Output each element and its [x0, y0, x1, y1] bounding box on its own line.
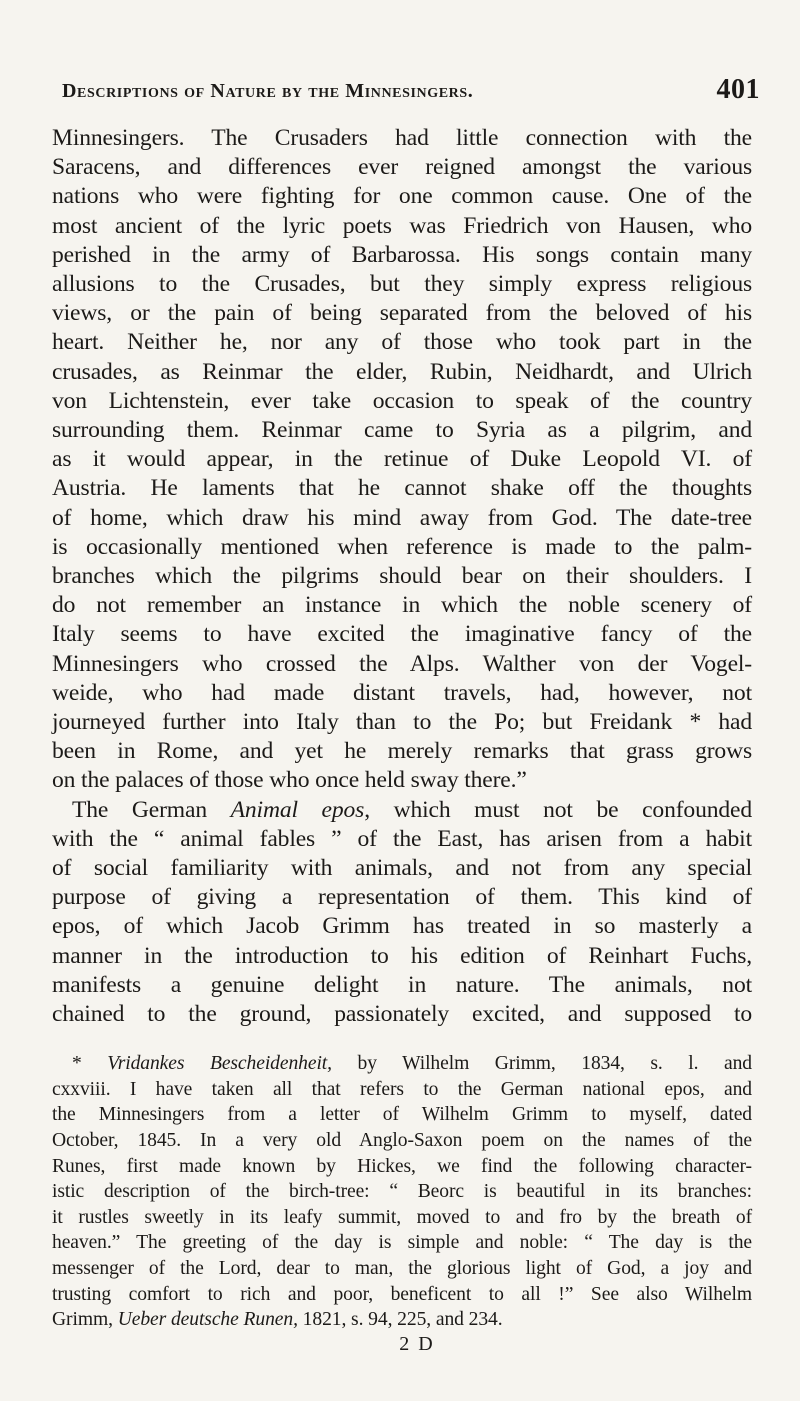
text-line: von Lichtenstein, ever take occasion to speak of the country	[52, 387, 752, 414]
footnote-line: cxxviii. I have taken all that refers to the German national epos, and	[52, 1078, 752, 1100]
text-line: Italy seems to have excited the imaginative fancy of the	[52, 621, 752, 648]
page-number: 401	[716, 74, 760, 105]
footnote-line: October, 1845. In a very old Anglo-Saxon poem on the names of the	[52, 1130, 752, 1152]
text-line: views, or the pain of being separated from the beloved of his	[52, 300, 752, 327]
footnote-line: heaven.” The greeting of the day is simple and noble: “ The day is the	[52, 1232, 752, 1254]
footnote-line: trusting comfort to rich and poor, beneficent to all !” See also Wilhelm	[52, 1283, 752, 1305]
text-line: perished in the army of Barbarossa. His songs contain many	[52, 241, 752, 268]
text-run: by Wilhelm Grimm, 1834, s. l. and	[331, 1053, 753, 1075]
text-line: of home, which draw his mind away from God. The date-tree	[52, 504, 752, 531]
main-text	[52, 124, 752, 1029]
italic-title: Ueber deutsche Runen,	[117, 1309, 298, 1331]
text-line: surrounding them. Reinmar came to Syria as a pilgrim, and	[52, 417, 752, 444]
footnote-title: Vridankes Bescheidenheit,	[107, 1053, 332, 1075]
text-run: The German	[72, 796, 231, 823]
text-line: on the palaces of those who once held sway there.”	[52, 767, 527, 794]
text-line: been in Rome, and yet he merely remarks that grass grows	[52, 738, 752, 765]
text-run: , which must not be confounded	[364, 796, 752, 823]
footnote-line: messenger of the Lord, dear to man, the glorious light of God, a joy and	[52, 1258, 752, 1280]
text-line: journeyed further into Italy than to the Po; but Freidank * had	[52, 709, 752, 736]
text-line: Minnesingers who crossed the Alps. Walther von der Vogel-	[52, 650, 752, 677]
text-line: do not remember an instance in which the noble scenery of	[52, 592, 752, 619]
footnote-first-line	[52, 1051, 752, 1077]
text-line: of social familiarity with animals, and not from any special	[52, 855, 752, 882]
footnote-marker: *	[72, 1053, 108, 1075]
signature-mark: 2 D	[399, 1332, 435, 1355]
footnote-line: it rustles sweetly in its leafy summit, moved to and fro by the breath of	[52, 1206, 752, 1228]
footnote-line: istic description of the birch-tree: “ Beorc is beautiful in its branches:	[52, 1181, 752, 1203]
text-line: purpose of giving a representation of them. This kind of	[52, 884, 752, 911]
text-run: Grimm,	[52, 1309, 118, 1331]
book-page	[52, 74, 760, 1356]
text-line: as it would appear, in the retinue of Duke Leopold VI. of	[52, 446, 752, 473]
footnote-line: the Minnesingers from a letter of Wilhelm Grimm to myself, dated	[52, 1104, 752, 1126]
footnote-last-line	[52, 1307, 752, 1333]
paragraph-first-line	[52, 796, 752, 825]
running-title: Descriptions of Nature by the Minnesingers.	[62, 80, 474, 102]
text-line: is occasionally mentioned when reference is made to the palm-	[52, 533, 752, 560]
text-line: manner in the introduction to his edition of Reinhart Fuchs,	[52, 942, 752, 969]
text-run: 1821, s. 94, 225, and 234.	[297, 1309, 503, 1331]
text-line: most ancient of the lyric poets was Friedrich von Hausen, who	[52, 212, 752, 239]
text-line: Saracens, and differences ever reigned amongst the various	[52, 154, 752, 181]
text-line: Austria. He laments that he cannot shake off the thoughts	[52, 475, 752, 502]
text-line: nations who were fighting for one common cause. One of the	[52, 183, 752, 210]
text-line: weide, who had made distant travels, had, however, not	[52, 679, 752, 706]
text-line: Minnesingers. The Crusaders had little connection with the	[52, 125, 752, 151]
text-line: branches which the pilgrims should bear on their shoulders. I	[52, 563, 752, 590]
footnote	[52, 1051, 752, 1333]
text-line: epos, of which Jacob Grimm has treated in so masterly a	[52, 913, 752, 940]
text-line: allusions to the Crusades, but they simply express religious	[52, 271, 752, 298]
text-line: chained to the ground, passionately excited, and supposed to	[52, 1001, 752, 1028]
running-head	[52, 74, 760, 108]
text-line: manifests a genuine delight in nature. The animals, not	[52, 971, 752, 998]
text-line: with the “ animal fables ” of the East, has arisen from a habit	[52, 825, 752, 852]
text-line: heart. Neither he, nor any of those who took part in the	[52, 329, 752, 356]
italic-term: Animal epos	[230, 796, 365, 823]
text-line: crusades, as Reinmar the elder, Rubin, Neidhardt, and Ulrich	[52, 358, 752, 385]
footnote-line: Runes, first made known by Hickes, we find the following character-	[52, 1155, 752, 1177]
